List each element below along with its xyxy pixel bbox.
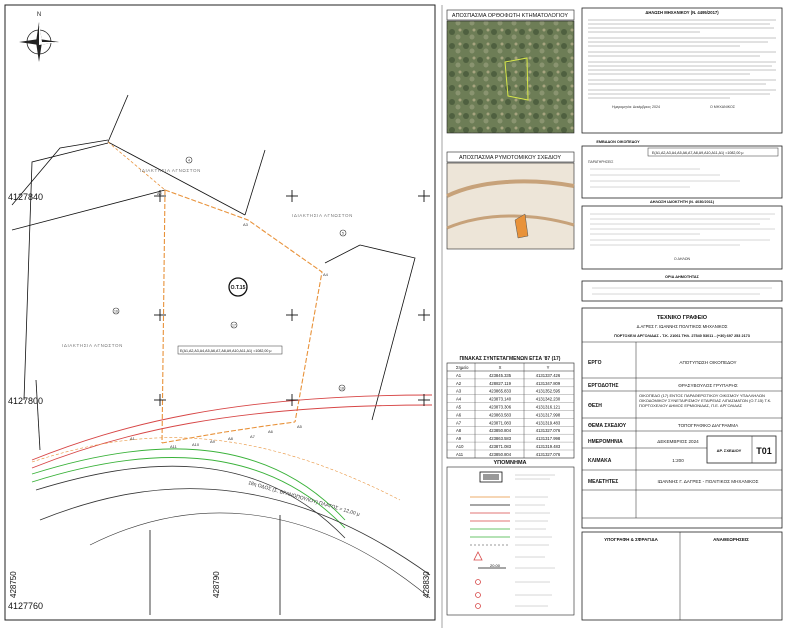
zone-label-east: ΙΔΙΑΚΤΗΣΙΑ ΑΓΝΩΣΤΟΝ bbox=[292, 213, 353, 218]
title-block bbox=[582, 308, 782, 528]
point-A11: Α11 bbox=[170, 444, 177, 449]
plan-title: ΑΠΟΣΠΑΣΜΑ ΡΥΜΟΤΟΜΙΚΟΥ ΣΧΕΔΙΟΥ bbox=[458, 155, 562, 161]
coord-cell: Α11 bbox=[456, 451, 464, 457]
ota-panel bbox=[582, 275, 782, 301]
north-arrow-icon bbox=[19, 12, 59, 62]
engineer-statement-date: Ημερομηνία: Δεκέμβριος 2024 bbox=[612, 105, 660, 109]
parcel-boundary bbox=[108, 142, 322, 443]
point-A10: Α10 bbox=[192, 442, 200, 447]
coord-cell: 423863.583 bbox=[488, 436, 512, 442]
coord-cell: 423850.804 bbox=[488, 451, 512, 457]
coord-cell: Α10 bbox=[456, 444, 464, 449]
marker-17: 17 bbox=[232, 323, 236, 328]
coord-cell: 423871.083 bbox=[488, 420, 512, 426]
title-label-subject: ΘΕΜΑ ΣΧΕΔΙΟΥ bbox=[588, 423, 627, 429]
ortho-panel bbox=[447, 10, 574, 133]
office-title: ΤΕΧΝΙΚΟ ΓΡΑΦΕΙΟ bbox=[656, 315, 708, 321]
coord-cell: Α3 bbox=[456, 388, 462, 394]
coord-x-left: 428750 bbox=[9, 571, 18, 598]
owner-statement-signature: Ο ΔΗΛΩΝ bbox=[673, 257, 691, 261]
zone-label-north: ΙΔΙΑΚΤΗΣΙΑ ΑΓΝΩΣΤΟΝ bbox=[140, 168, 201, 173]
coord-cell: 4131317.998 bbox=[535, 436, 561, 442]
point-A1: Α1 bbox=[130, 436, 135, 441]
legend-symbol-fill bbox=[483, 474, 499, 480]
coord-y-mid: 4127800 bbox=[8, 396, 44, 406]
point-A5: Α5 bbox=[297, 424, 302, 429]
zone-label-west: ΙΔΙΑΚΤΗΣΙΑ ΑΓΝΩΣΤΟΝ bbox=[62, 343, 123, 348]
legend-scale-text: 20.00 bbox=[490, 563, 501, 568]
engineer-statement-title: ΔΗΛΩΣΗ ΜΗΧΑΝΙΚΟΥ (Ν. 4495/2017) bbox=[645, 10, 719, 15]
drawing-number-value: Τ01 bbox=[756, 446, 772, 456]
coord-cell: 423873.306 bbox=[488, 404, 512, 410]
area-notes-title: ΠΑΡΑΤΗΡΗΣΕΙΣ bbox=[588, 160, 614, 164]
title-label-project: ΕΡΓΟ bbox=[588, 360, 602, 366]
point-A7: Α7 bbox=[250, 434, 255, 439]
title-label-location: ΘΕΣΗ bbox=[588, 403, 602, 409]
engineer-statement-panel bbox=[582, 8, 782, 133]
coord-x-right: 428830 bbox=[422, 571, 431, 598]
title-value-subject: ΤΟΠΟΓΡΑΦΙΚΟ ΔΙΑΓΡΑΜΜΑ bbox=[677, 423, 739, 428]
title-value-client: ΘΡΑΣΥΒΟΥΛΟΣ ΓΡΥΠΑΡΗΣ bbox=[678, 383, 738, 388]
coord-cell: Α9 bbox=[456, 436, 462, 442]
coord-cell: Α8 bbox=[456, 428, 462, 434]
plan-image bbox=[447, 163, 574, 249]
title-label-scale: ΚΛΙΜΑΚΑ bbox=[588, 458, 612, 464]
coord-cell: 4131317.998 bbox=[535, 412, 561, 418]
office-name: Δ.ΑΓΡΕΣ Γ. ΙΩΑΝΝΗΣ ΠΟΛΙΤΙΚΟΣ ΜΗΧΑΝΙΚΟΣ bbox=[636, 324, 728, 329]
coord-cell: 4131337.426 bbox=[535, 372, 561, 378]
coord-cell: 4131347.809 bbox=[535, 380, 561, 386]
coord-cell: 423865.833 bbox=[488, 388, 512, 394]
plan-panel bbox=[447, 152, 574, 249]
legend-panel bbox=[447, 460, 574, 615]
coord-table-title: ΠΙΝΑΚΑΣ ΣΥΝΤΕΤΑΓΜΕΝΩΝ ΕΓΣΑ '87 (17) bbox=[459, 356, 561, 362]
coord-cell: Α1 bbox=[456, 372, 462, 378]
title-label-designers: ΜΕΛΕΤΗΤΕΣ bbox=[588, 479, 619, 485]
coord-cell: Α5 bbox=[456, 404, 462, 410]
coord-cell: 4131342.230 bbox=[535, 396, 561, 402]
title-value-location: ΟΙΚΟΠΕΔΟ (17) ΕΝΤΟΣ ΠΑΡΑΘΕΡΙΣΤΙΚΟΥ ΟΙΚΙΣΜΟΥ ΥΠΑΛΛΗΛΩΝ ΟΙΚΟΔΟΜΙΚΟΥ ΣΥΝΕΤΑΙΡΙΣΜΟΥ ΕΤΑΙΡΕΙΑΣ ΛΙΠΑΣΜΑΤΩΝ (Ο.Τ.15) Τ.Κ. ΠΟΡΤΟΧΕΛΙΟΥ ΔΗΜΟΣ ΕΡΜΙΟΝΙΔΑΣ, Π.Ε. ΑΡΓΟΛΙΔΑΣ bbox=[639, 393, 772, 409]
point-A2: Α2 bbox=[157, 191, 162, 196]
point-A6: Α6 bbox=[268, 429, 273, 434]
neighbour-boundaries bbox=[12, 95, 415, 615]
engineer-statement-signature: Ο ΜΗΧΑΝΙΚΟΣ bbox=[710, 105, 736, 109]
ortho-image bbox=[447, 21, 574, 133]
coord-cell: 4131352.595 bbox=[535, 388, 561, 394]
coord-cell: 423871.083 bbox=[488, 444, 512, 449]
point-A8: Α8 bbox=[228, 436, 233, 441]
marker-5: 5 bbox=[342, 231, 344, 236]
signature-box bbox=[582, 532, 782, 620]
coord-y-top: 4127840 bbox=[8, 192, 44, 202]
coord-x-mid: 428790 bbox=[212, 571, 221, 598]
marker-16: 16 bbox=[114, 309, 118, 314]
signature-label: ΥΠΟΓΡΑΦΗ & ΣΦΡΑΓΙΔΑ bbox=[604, 537, 658, 542]
coord-cell: 4131319.483 bbox=[535, 420, 561, 426]
office-address: ΠΟΡΤΟΧΕΛΙ ΑΡΓΟΛΙΔΑΣ - Τ.Κ. 21061 ΤΗΛ. 27540 53011 - (+30) 697 253 2173 bbox=[614, 334, 750, 338]
coord-cell: 423845.335 bbox=[488, 372, 512, 378]
point-A9: Α9 bbox=[210, 439, 215, 444]
title-label-date: ΗΜΕΡΟΜΗΝΙΑ bbox=[588, 439, 623, 445]
parcel-markers bbox=[113, 157, 346, 391]
legend-title: ΥΠΟΜΝΗΜΑ bbox=[493, 460, 527, 466]
road-label: 18η ΟΔΟΣ (Σ. ΒΡΑΝΟΠΟΥΛΟΥ) ΠΛΑΤΟΣ = 12,00 μ bbox=[247, 480, 361, 518]
coord-table bbox=[447, 356, 574, 458]
title-value-date: ΔΕΚΕΜΒΡΙΟΣ 2024 bbox=[657, 439, 699, 444]
coord-cell: 4131327.076 bbox=[535, 451, 561, 457]
title-value-designers: ΙΩΑΝΝΗΣ Γ. ΔΑΓΡΕΣ - ΠΟΛΙΤΙΚΟΣ ΜΗΧΑΝΙΚΟΣ bbox=[657, 479, 759, 484]
marker-18: 18 bbox=[340, 386, 344, 391]
title-label-client: ΕΡΓΟΔΟΤΗΣ bbox=[588, 383, 619, 389]
title-value-location-wrap bbox=[639, 393, 779, 417]
drawing-number-label: ΑΡ. ΣΧΕΔΙΟΥ bbox=[716, 448, 742, 453]
coord-y-bot: 4127760 bbox=[8, 601, 44, 611]
title-value-project: ΑΠΟΤΥΠΩΣΗ ΟΙΚΟΠΕΔΟΥ bbox=[679, 360, 737, 365]
ota-title: ΟΡΙΑ ΔΗΜΟΤΗΤΑΣ bbox=[665, 275, 699, 279]
coord-cell: 423863.583 bbox=[488, 412, 512, 418]
north-label: N bbox=[36, 12, 42, 18]
revisions-label: ΑΝΑΘΕΩΡΗΣΕΙΣ bbox=[713, 537, 749, 542]
coord-header-x: Χ bbox=[498, 365, 502, 370]
owner-statement-title: ΔΗΛΩΣΗ ΙΔΙΟΚΤΗΤΗ (Ν. 4030/2011) bbox=[650, 200, 714, 204]
road-lines bbox=[32, 395, 432, 598]
coord-cell: Α7 bbox=[456, 420, 462, 426]
coord-header-y: Υ bbox=[546, 365, 550, 370]
grid-crosses bbox=[154, 190, 430, 406]
point-A4: Α4 bbox=[323, 272, 328, 277]
coord-cell: Α2 bbox=[456, 380, 462, 386]
map-frame bbox=[5, 5, 435, 620]
block-id-label: Ο.Τ.15 bbox=[230, 285, 246, 291]
coord-cell: 4131319.483 bbox=[535, 444, 561, 449]
coord-cell: 4131316.121 bbox=[535, 404, 561, 410]
coord-cell: 4131327.076 bbox=[535, 428, 561, 434]
coord-cell: 428827.119 bbox=[489, 380, 511, 386]
point-A3: Α3 bbox=[243, 222, 248, 227]
area-title: ΕΜΒΑΔΟΝ ΟΙΚΟΠΕΔΟΥ bbox=[596, 140, 640, 144]
title-value-scale: 1:200 bbox=[672, 458, 684, 463]
coord-cell: 423873.140 bbox=[488, 396, 512, 402]
coord-cell: Α4 bbox=[456, 396, 462, 402]
coord-header-point: Σημείο bbox=[456, 365, 469, 370]
owner-statement-panel bbox=[582, 200, 782, 269]
parcel-area-label: Ε(Α1,Α2,Α3,Α4,Α5,Α6,Α7,Α8,Α9,Α10,Α11,Α1) =1082,00 μ bbox=[180, 349, 272, 353]
area-panel bbox=[582, 140, 782, 198]
marker-4: 4 bbox=[188, 158, 190, 163]
ortho-title: ΑΠΟΣΠΑΣΜΑ ΟΡΘΟΦΩΤΗ ΚΤΗΜΑΤΟΛΟΓΙΟΥ bbox=[451, 13, 569, 19]
coord-cell: Α6 bbox=[456, 412, 462, 418]
coord-cell: 423850.804 bbox=[488, 428, 512, 434]
map-area bbox=[5, 5, 435, 620]
area-value: Ε(Α1,Α2,Α3,Α4,Α5,Α6,Α7,Α8,Α9,Α10,Α11,Α1) =1082,00 μ bbox=[652, 151, 744, 155]
